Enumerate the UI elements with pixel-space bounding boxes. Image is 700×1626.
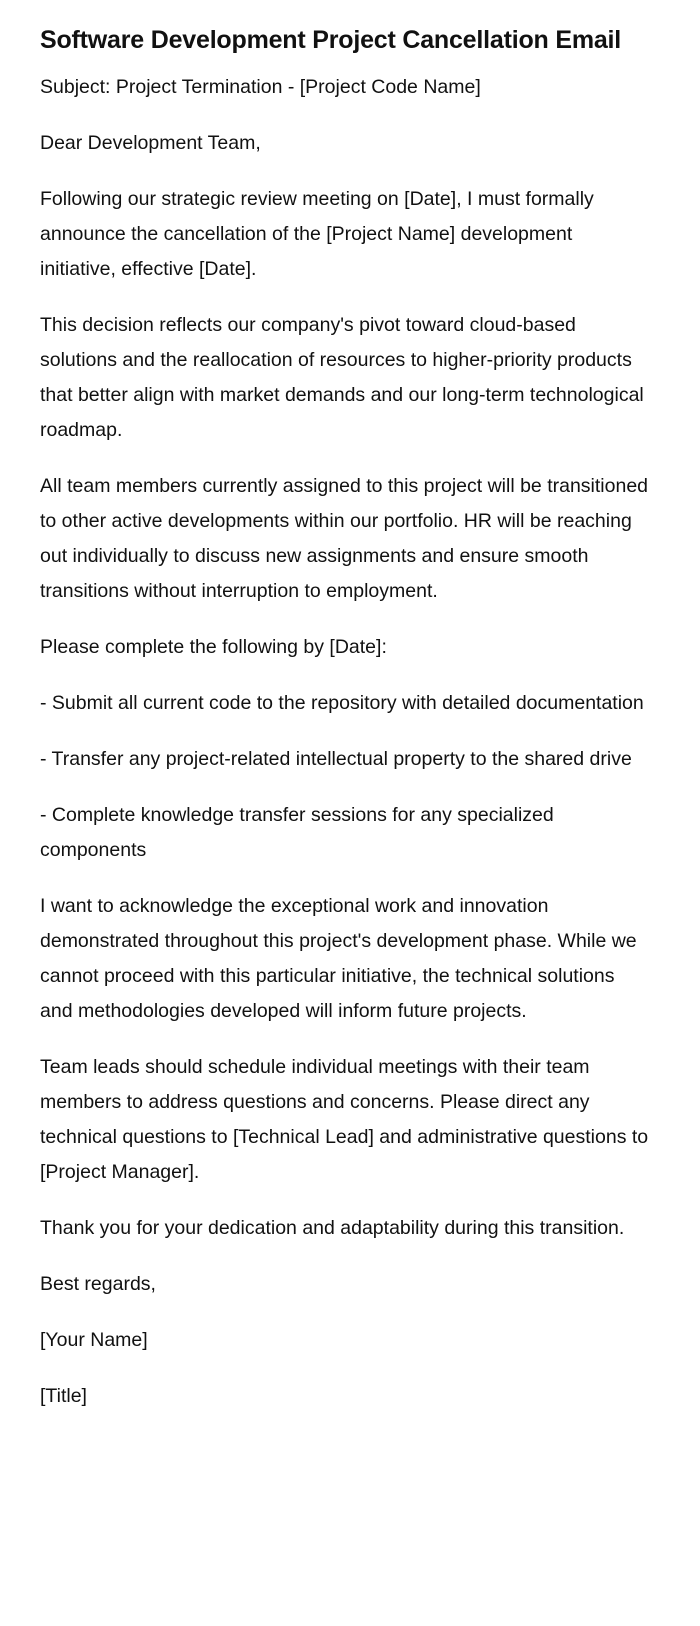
body-paragraph: I want to acknowledge the exceptional work and innovation demonstrated throughout this project's development phase. While we cannot proceed with this particular initiative, the technical solutions and methodologies developed will inform future projects. bbox=[40, 895, 637, 1022]
thank-you-paragraph: Thank you for your dedication and adaptability during this transition. bbox=[40, 1217, 625, 1239]
task-item: - Submit all current code to the repository with detailed documentation bbox=[40, 692, 644, 714]
signature-title: [Title] bbox=[40, 1385, 87, 1407]
email-subject: Subject: Project Termination - [Project Code Name] bbox=[40, 76, 481, 98]
body-paragraph: Following our strategic review meeting on [Date], I must formally announce the cancellation of the [Project Name] development initiative, effective [Date]. bbox=[40, 188, 594, 280]
task-intro: Please complete the following by [Date]: bbox=[40, 636, 387, 658]
document-title: Software Development Project Cancellation Email bbox=[40, 26, 622, 54]
body-paragraph: This decision reflects our company's pivot toward cloud-based solutions and the reallocation of resources to higher-priority products that better align with market demands and our long-term technological roadmap. bbox=[40, 314, 644, 441]
task-item: - Complete knowledge transfer sessions for any specialized components bbox=[40, 804, 554, 861]
body-paragraph: All team members currently assigned to this project will be transitioned to other active developments within our portfolio. HR will be reaching out individually to discuss new assignments and ensure smooth transitions without interruption to employment. bbox=[40, 475, 649, 602]
signoff: Best regards, bbox=[40, 1273, 156, 1295]
body-paragraph: Team leads should schedule individual meetings with their team members to address questions and concerns. Please direct any technical questions to [Technical Lead] and administrative questions to [Project Manager]. bbox=[40, 1056, 649, 1183]
signature-name: [Your Name] bbox=[40, 1329, 148, 1351]
task-item: - Transfer any project-related intellectual property to the shared drive bbox=[40, 748, 632, 770]
email-greeting: Dear Development Team, bbox=[40, 132, 261, 154]
